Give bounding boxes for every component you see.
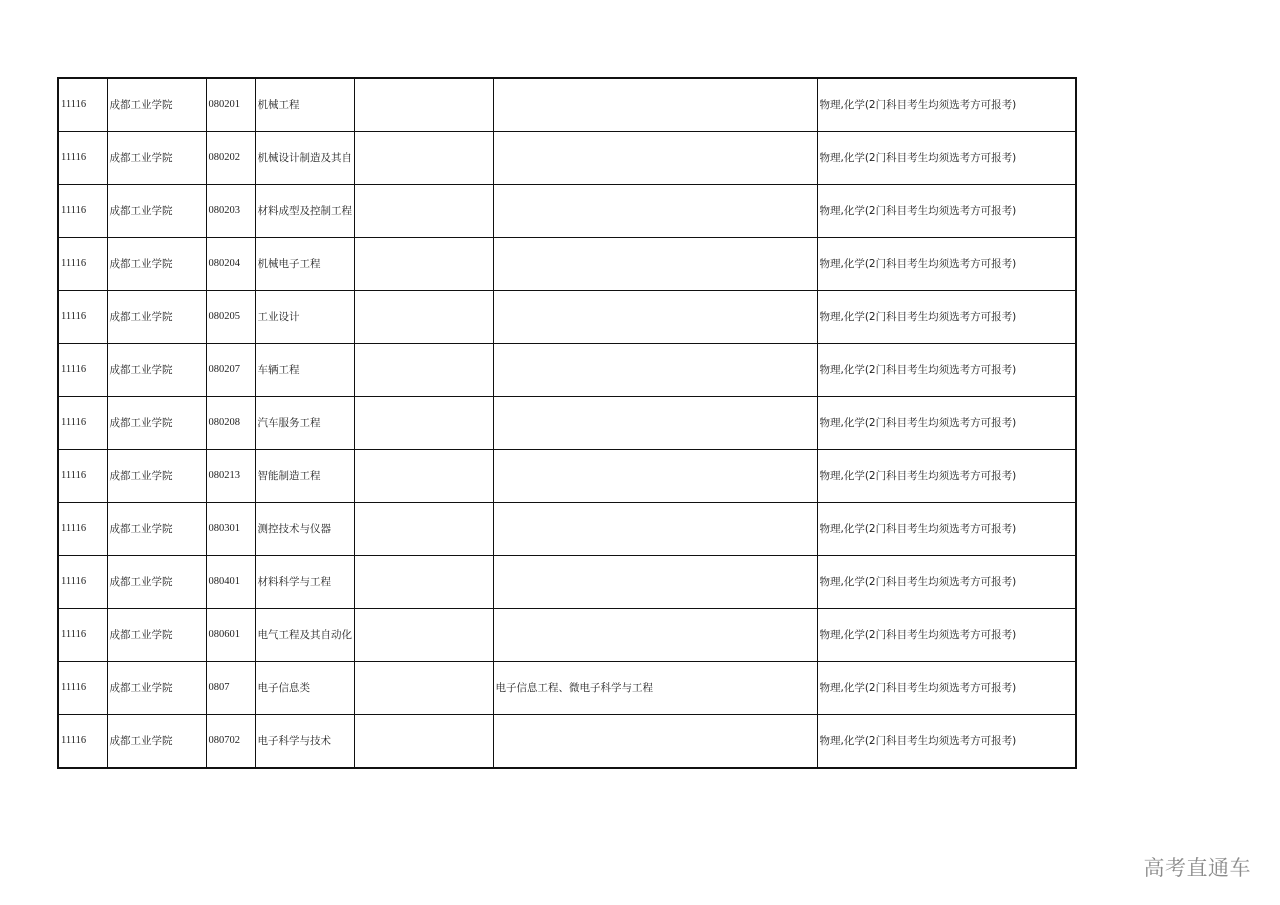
subject-requirement-cell: 物理,化学(2门科目考生均须选考方可报考) <box>817 185 1076 238</box>
major-name-cell: 车辆工程 <box>255 344 354 397</box>
notes-cell <box>354 609 493 662</box>
institution-name-cell: 成都工业学院 <box>107 132 206 185</box>
institution-code-cell: 11116 <box>58 450 107 503</box>
major-code-cell: 080401 <box>206 556 255 609</box>
subject-requirement-cell: 物理,化学(2门科目考生均须选考方可报考) <box>817 238 1076 291</box>
institution-code-cell: 11116 <box>58 715 107 769</box>
major-code-cell: 080213 <box>206 450 255 503</box>
notes-cell <box>354 132 493 185</box>
table-row <box>58 132 1076 185</box>
institution-name-cell: 成都工业学院 <box>107 609 206 662</box>
subject-requirement-cell: 物理,化学(2门科目考生均须选考方可报考) <box>817 397 1076 450</box>
table-row <box>58 609 1076 662</box>
subject-requirement-cell: 物理,化学(2门科目考生均须选考方可报考) <box>817 715 1076 769</box>
institution-name-cell: 成都工业学院 <box>107 238 206 291</box>
institution-code-cell: 11116 <box>58 132 107 185</box>
institution-name-cell: 成都工业学院 <box>107 185 206 238</box>
major-name-cell: 汽车服务工程 <box>255 397 354 450</box>
major-code-cell: 080601 <box>206 609 255 662</box>
admission-subject-table <box>57 77 1077 769</box>
table-row <box>58 450 1076 503</box>
major-code-cell: 080202 <box>206 132 255 185</box>
subject-requirement-cell: 物理,化学(2门科目考生均须选考方可报考) <box>817 291 1076 344</box>
table-row <box>58 715 1076 769</box>
included-majors-cell <box>493 556 817 609</box>
included-majors-cell <box>493 503 817 556</box>
institution-name-cell: 成都工业学院 <box>107 344 206 397</box>
institution-name-cell: 成都工业学院 <box>107 503 206 556</box>
notes-cell <box>354 715 493 769</box>
subject-requirement-cell: 物理,化学(2门科目考生均须选考方可报考) <box>817 609 1076 662</box>
table-row <box>58 503 1076 556</box>
institution-code-cell: 11116 <box>58 185 107 238</box>
included-majors-cell: 电子信息工程、微电子科学与工程 <box>493 662 817 715</box>
major-name-cell: 测控技术与仪器 <box>255 503 354 556</box>
notes-cell <box>354 78 493 132</box>
major-name-cell: 电气工程及其自动化 <box>255 609 354 662</box>
institution-name-cell: 成都工业学院 <box>107 397 206 450</box>
included-majors-cell <box>493 185 817 238</box>
institution-code-cell: 11116 <box>58 344 107 397</box>
table-row <box>58 397 1076 450</box>
institution-code-cell: 11116 <box>58 556 107 609</box>
institution-code-cell: 11116 <box>58 662 107 715</box>
institution-code-cell: 11116 <box>58 291 107 344</box>
included-majors-cell <box>493 238 817 291</box>
included-majors-cell <box>493 78 817 132</box>
notes-cell <box>354 556 493 609</box>
institution-name-cell: 成都工业学院 <box>107 291 206 344</box>
notes-cell <box>354 450 493 503</box>
included-majors-cell <box>493 609 817 662</box>
notes-cell <box>354 238 493 291</box>
major-name-cell: 工业设计 <box>255 291 354 344</box>
institution-name-cell: 成都工业学院 <box>107 556 206 609</box>
included-majors-cell <box>493 715 817 769</box>
included-majors-cell <box>493 397 817 450</box>
included-majors-cell <box>493 132 817 185</box>
table-row <box>58 662 1076 715</box>
institution-code-cell: 11116 <box>58 238 107 291</box>
notes-cell <box>354 397 493 450</box>
notes-cell <box>354 185 493 238</box>
table-row <box>58 238 1076 291</box>
table-body <box>58 78 1076 768</box>
table-row <box>58 556 1076 609</box>
subject-requirement-cell: 物理,化学(2门科目考生均须选考方可报考) <box>817 503 1076 556</box>
major-code-cell: 080201 <box>206 78 255 132</box>
subject-requirement-cell: 物理,化学(2门科目考生均须选考方可报考) <box>817 132 1076 185</box>
included-majors-cell <box>493 450 817 503</box>
major-name-cell: 电子科学与技术 <box>255 715 354 769</box>
subject-requirement-cell: 物理,化学(2门科目考生均须选考方可报考) <box>817 450 1076 503</box>
notes-cell <box>354 344 493 397</box>
major-code-cell: 080207 <box>206 344 255 397</box>
major-name-cell: 材料科学与工程 <box>255 556 354 609</box>
institution-name-cell: 成都工业学院 <box>107 78 206 132</box>
major-name-cell: 智能制造工程 <box>255 450 354 503</box>
institution-name-cell: 成都工业学院 <box>107 715 206 769</box>
subject-requirement-cell: 物理,化学(2门科目考生均须选考方可报考) <box>817 344 1076 397</box>
major-name-cell: 机械设计制造及其自 <box>255 132 354 185</box>
major-code-cell: 080204 <box>206 238 255 291</box>
institution-code-cell: 11116 <box>58 78 107 132</box>
subject-requirement-cell: 物理,化学(2门科目考生均须选考方可报考) <box>817 662 1076 715</box>
table-row <box>58 291 1076 344</box>
watermark-text: 高考直通车 <box>1143 856 1251 880</box>
included-majors-cell <box>493 344 817 397</box>
major-name-cell: 电子信息类 <box>255 662 354 715</box>
included-majors-cell <box>493 291 817 344</box>
major-name-cell: 机械工程 <box>255 78 354 132</box>
notes-cell <box>354 503 493 556</box>
institution-name-cell: 成都工业学院 <box>107 450 206 503</box>
subject-requirement-cell: 物理,化学(2门科目考生均须选考方可报考) <box>817 78 1076 132</box>
institution-code-cell: 11116 <box>58 503 107 556</box>
institution-name-cell: 成都工业学院 <box>107 662 206 715</box>
table-row <box>58 185 1076 238</box>
notes-cell <box>354 662 493 715</box>
major-name-cell: 机械电子工程 <box>255 238 354 291</box>
table-row <box>58 344 1076 397</box>
major-code-cell: 080301 <box>206 503 255 556</box>
major-code-cell: 0807 <box>206 662 255 715</box>
major-code-cell: 080205 <box>206 291 255 344</box>
table-row <box>58 78 1076 132</box>
institution-code-cell: 11116 <box>58 397 107 450</box>
institution-code-cell: 11116 <box>58 609 107 662</box>
subject-requirement-cell: 物理,化学(2门科目考生均须选考方可报考) <box>817 556 1076 609</box>
major-name-cell: 材料成型及控制工程 <box>255 185 354 238</box>
major-code-cell: 080702 <box>206 715 255 769</box>
major-code-cell: 080203 <box>206 185 255 238</box>
notes-cell <box>354 291 493 344</box>
major-code-cell: 080208 <box>206 397 255 450</box>
